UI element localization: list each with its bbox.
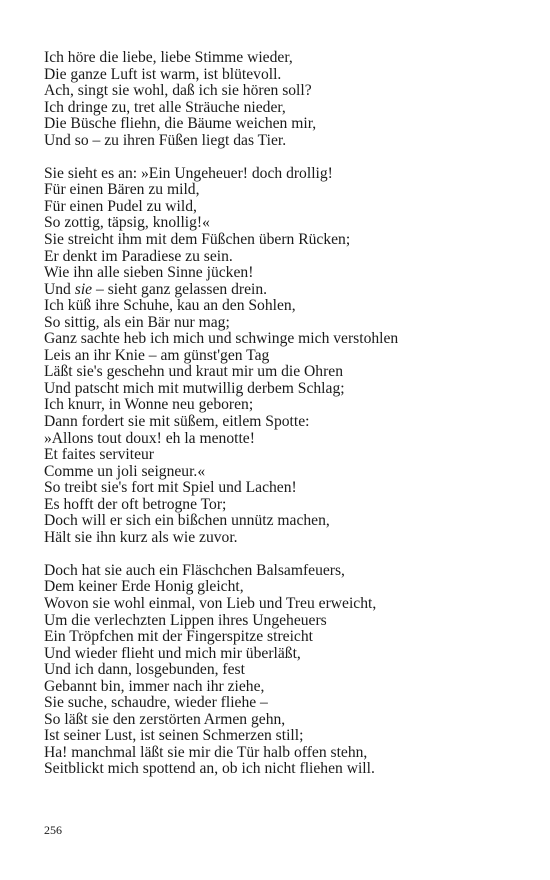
verse-line: Ich knurr, in Wonne neu geboren; — [44, 396, 254, 414]
verse-line: Comme un joli seigneur.« — [44, 462, 206, 480]
stanza — [44, 166, 514, 547]
verse-line: Er denkt im Paradiese zu sein. — [44, 247, 233, 265]
verse-line: »Allons tout doux! eh la menotte! — [44, 429, 255, 447]
verse-line — [44, 282, 514, 299]
verse-line: Und patscht mich mit mutwillig derbem Schlag; — [44, 379, 345, 397]
verse-line: Und wieder flieht und mich mir überläßt, — [44, 644, 301, 662]
verse-line: Um die verlechzten Lippen ihres Ungeheuers — [44, 611, 327, 629]
verse-line: So sittig, als ein Bär nur mag; — [44, 313, 230, 331]
verse-line: Dann fordert sie mit süßem, eitlem Spotte: — [44, 412, 310, 430]
verse-line: Die Büsche fliehn, die Bäume weichen mir, — [44, 115, 317, 133]
poem-page — [44, 50, 514, 794]
verse-line: Leis an ihr Knie – am günst'gen Tag — [44, 346, 270, 364]
verse-line: Gebannt bin, immer nach ihr ziehe, — [44, 677, 265, 695]
stanza — [44, 50, 514, 149]
verse-line: Für einen Pudel zu wild, — [44, 197, 197, 215]
verse-line: Wovon sie wohl einmal, von Lieb und Treu erweicht, — [44, 594, 377, 612]
verse-line: Und ich dann, losgebunden, fest — [44, 661, 245, 679]
verse-line: Ha! manchmal läßt sie mir die Tür halb offen stehn, — [44, 743, 368, 761]
verse-line: Et faites serviteur — [44, 446, 154, 464]
verse-line: Für einen Bären zu mild, — [44, 181, 200, 199]
verse-line: Ach, singt sie wohl, daß ich sie hören soll? — [44, 82, 312, 100]
verse-line: Seitblickt mich spottend an, ob ich nicht fliehen will. — [44, 760, 375, 778]
verse-line: Ich dringe zu, tret alle Sträuche nieder, — [44, 98, 286, 116]
page-number: 256 — [44, 823, 62, 837]
verse-line: Wie ihn alle sieben Sinne jücken! — [44, 264, 254, 282]
emphasized-word: sie — [74, 280, 93, 298]
verse-line: Es hofft der oft betrogne Tor; — [44, 495, 227, 513]
verse-line: Ganz sachte heb ich mich und schwinge mich verstohlen — [44, 330, 399, 348]
verse-line: Ein Tröpfchen mit der Fingerspitze streicht — [44, 628, 313, 646]
verse-line: Hält sie ihn kurz als wie zuvor. — [44, 528, 238, 546]
stanza — [44, 563, 514, 778]
verse-line: Ich küß ihre Schuhe, kau an den Sohlen, — [44, 297, 296, 315]
verse-line: Die ganze Luft ist warm, ist blütevoll. — [44, 65, 282, 83]
verse-line: Sie suche, schaudre, wieder fliehe – — [44, 694, 268, 712]
verse-line: Ich höre die liebe, liebe Stimme wieder, — [44, 49, 293, 66]
verse-line: Dem keiner Erde Honig gleicht, — [44, 578, 244, 596]
verse-line: So zottig, täpsig, knollig!« — [44, 214, 210, 232]
verse-line: Sie streicht ihm mit dem Füßchen übern Rücken; — [44, 230, 351, 248]
verse-line: Und so – zu ihren Füßen liegt das Tier. — [44, 131, 287, 149]
verse-line: Sie sieht es an: »Ein Ungeheuer! doch drollig! — [44, 164, 333, 182]
verse-segment: – sieht ganz gelassen drein. — [92, 280, 268, 298]
verse-line: So läßt sie den zerstörten Armen gehn, — [44, 710, 286, 728]
verse-line: So treibt sie's fort mit Spiel und Lachen! — [44, 479, 297, 497]
verse-line: Doch hat sie auch ein Fläschchen Balsamfeuers, — [44, 561, 345, 579]
verse-segment: Und — [44, 280, 75, 298]
verse-line: Läßt sie's geschehn und kraut mir um die Ohren — [44, 363, 344, 381]
verse-line: Doch will er sich ein bißchen unnütz machen, — [44, 512, 330, 530]
verse-line: Ist seiner Lust, ist seinen Schmerzen still; — [44, 727, 304, 745]
